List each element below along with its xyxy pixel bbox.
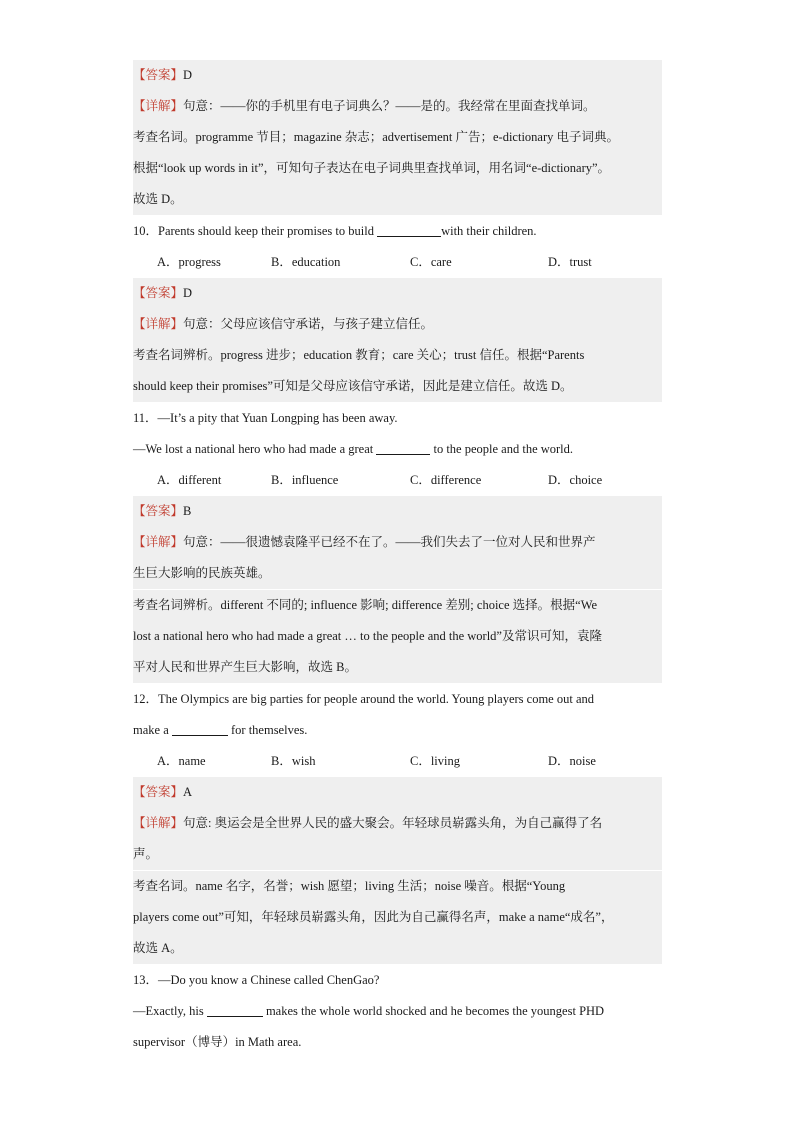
detail-line [133,527,662,558]
question-stem [133,216,673,247]
question-stem: 12．The Olympics are big parties for people around the world. Young players come out and [133,692,595,706]
answer-line [133,60,662,91]
option-b: B．education [271,255,341,269]
answer-label: 【答案】 [133,785,184,799]
analysis-line: lost a national hero who had made a great … to the people and the world”及常识可知，袁隆 [133,621,662,652]
answer-value: D [183,286,193,300]
detail-text: 句意: 奥运会是全世界人民的盛大聚会。年轻球员崭露头角，为自己赢得了名 [183,816,603,830]
detail-label: 【详解】 [133,535,184,549]
analysis-line: 故选 A。 [133,933,662,964]
stem-text: —We lost a national hero who had made a great [133,442,377,456]
detail-line: 生巨大影响的民族英雄。 [133,558,662,589]
question-stem: supervisor（博导）in Math area. [133,1035,302,1049]
question-stem: 13．—Do you know a Chinese called ChenGao? [133,973,380,987]
analysis-line: 考查名词。name 名字，名誉；wish 愿望；living 生活；noise 噪音。根据“Young [133,871,662,902]
option-a: A．name [157,754,206,768]
option-c: C．difference [410,473,482,487]
answer-line [133,278,662,309]
stem-text: 10．Parents should keep their promises to build [133,224,378,238]
detail-text: 句意：父母应该信守承诺，与孩子建立信任。 [183,317,434,331]
answer-label: 【答案】 [133,504,184,518]
analysis-line: 平对人民和世界产生巨大影响，故选 B。 [133,652,662,683]
detail-text: 句意：——你的手机里有电子词典么？——是的。我经常在里面查找单词。 [183,99,596,113]
answer-line [133,777,662,808]
answer-blank [172,721,228,736]
question-stem [133,996,673,1027]
answer-blank [207,1002,263,1017]
stem-text: —Exactly, his [133,1004,207,1018]
question-stem [133,715,673,746]
answer-value: B [183,504,192,518]
answer-value: A [183,785,193,799]
answer-value: D [183,68,193,82]
option-c: C．care [410,255,452,269]
answer-line [133,496,662,527]
option-d: D．trust [548,255,592,269]
analysis-line: 故选 D。 [133,184,662,215]
answer-blank [376,440,430,455]
question-stem [133,434,673,465]
answer-label: 【答案】 [133,68,184,82]
option-b: B．influence [271,473,339,487]
detail-label: 【详解】 [133,317,184,331]
question-stem: 11．—It’s a pity that Yuan Longping has been away. [133,411,398,425]
detail-text: 句意：——很遗憾袁隆平已经不在了。——我们失去了一位对人民和世界产 [183,535,596,549]
analysis-line: players come out”可知，年轻球员崭露头角，因此为自己赢得名声，make a name“成名”， [133,902,662,933]
stem-text: to the people and the world. [430,442,574,456]
answer-blank [377,222,441,237]
option-d: D．choice [548,473,603,487]
analysis-line: 根据“look up words in it”，可知句子表达在电子词典里查找单词，用名词“e-dictionary”。 [133,153,662,184]
detail-label: 【详解】 [133,99,184,113]
analysis-line: 考查名词辨析。progress 进步；education 教育；care 关心；trust 信任。根据“Parents [133,340,662,371]
detail-line: 声。 [133,839,662,870]
detail-line [133,808,662,839]
answer-label: 【答案】 [133,286,184,300]
detail-line [133,309,662,340]
stem-text: with their children. [441,224,537,238]
stem-text: for themselves. [227,723,308,737]
detail-label: 【详解】 [133,816,184,830]
analysis-line: 考查名词辨析。different 不同的; influence 影响; difference 差别; choice 选择。根据“We [133,590,662,621]
option-c: C．living [410,754,461,768]
option-a: A．progress [157,255,221,269]
detail-line [133,91,662,122]
option-d: D．noise [548,754,596,768]
stem-text: makes the whole world shocked and he becomes the youngest PHD [262,1004,605,1018]
stem-text: make a [133,723,172,737]
analysis-line: should keep their promises”可知是父母应该信守承诺，因此是建立信任。故选 D。 [133,371,662,402]
option-a: A．different [157,473,222,487]
option-b: B．wish [271,754,316,768]
analysis-line: 考查名词。programme 节目；magazine 杂志；advertisement 广告；e-dictionary 电子词典。 [133,122,662,153]
